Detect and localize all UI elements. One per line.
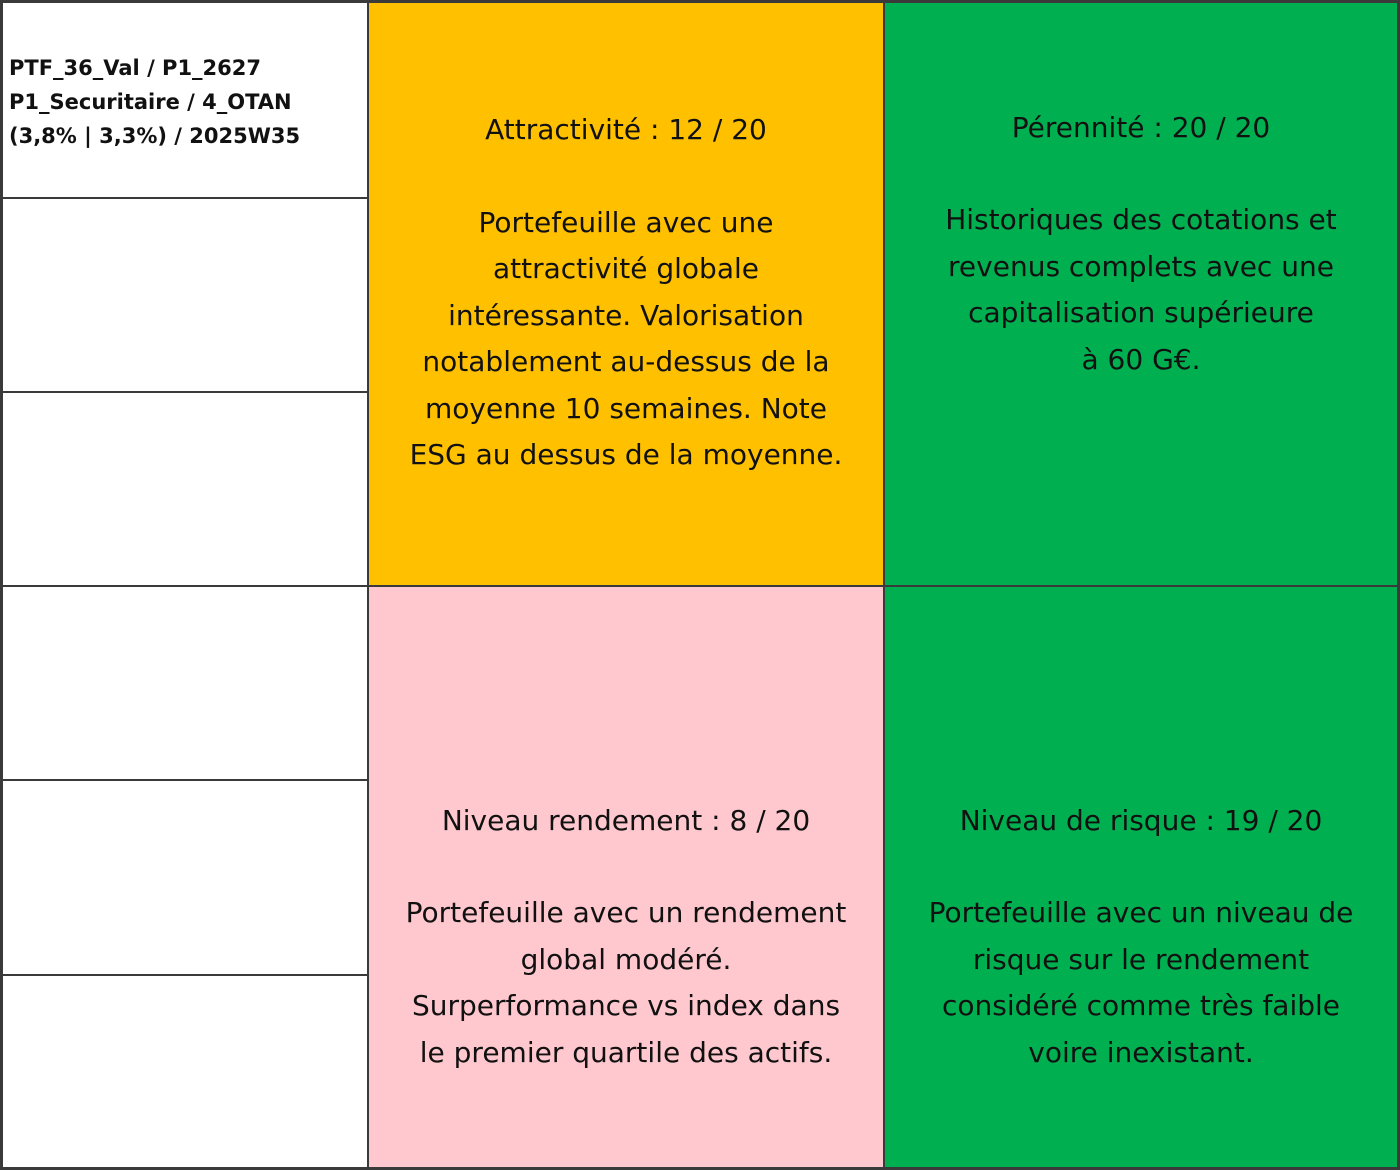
perennite-title: Pérennité : 20 / 20: [1011, 110, 1271, 144]
empty-left-cell-6: [2, 975, 368, 1168]
rendement-tile: [368, 586, 884, 1168]
empty-left-cell-3: [2, 392, 368, 586]
attractivite-title: Attractivité : 12 / 20: [485, 113, 767, 147]
rendement-title: Niveau rendement : 8 / 20: [441, 803, 811, 837]
risque-title: Niveau de risque : 19 / 20: [959, 803, 1323, 837]
risque-tile: [884, 586, 1398, 1168]
portfolio-header-text: PTF_36_Val / P1_2627 P1_Securitaire / 4_OTAN (3,8% | 3,3%) / 2025W35: [9, 56, 301, 148]
empty-left-cell-4: [2, 586, 368, 780]
attractivite-tile: [368, 2, 884, 586]
empty-left-cell-2: [2, 198, 368, 392]
empty-left-cell-5: [2, 780, 368, 975]
perennite-description: Historiques des cotations et revenus complets avec une capitalisation supérieure à 60 G€.: [945, 203, 1337, 376]
rendement-description: Portefeuille avec un rendement global modéré. Surperformance vs index dans le premier quartile des actifs.: [405, 896, 847, 1069]
risque-description: Portefeuille avec un niveau de risque sur le rendement considéré comme très faible voire inexistant.: [928, 896, 1354, 1069]
attractivite-description: Portefeuille avec une attractivité globale intéressante. Valorisation notablement au-dessus de la moyenne 10 semaines. Note ESG au dessus de la moyenne.: [409, 205, 843, 472]
perennite-tile: [884, 2, 1398, 586]
portfolio-header-cell: [2, 2, 368, 198]
